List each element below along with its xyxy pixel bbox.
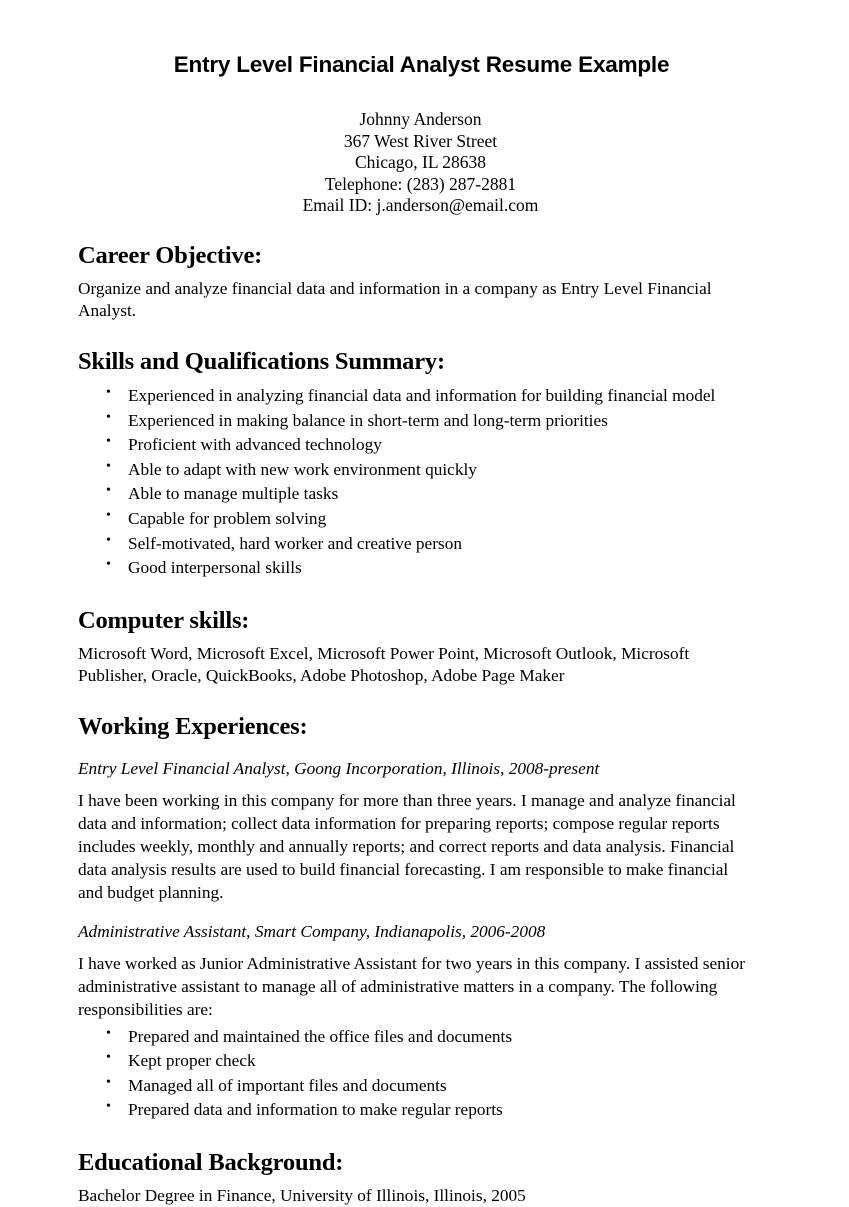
list-item: • Able to adapt with new work environment quickly bbox=[106, 458, 751, 483]
contact-telephone: Telephone: (283) 287-2881 bbox=[324, 173, 517, 194]
experience-entry bbox=[78, 759, 751, 904]
list-item: • Experienced in analyzing financial data and information for building financial model bbox=[106, 384, 751, 409]
list-item: • Able to manage multiple tasks bbox=[106, 482, 751, 507]
list-item: • Managed all of important files and documents bbox=[106, 1074, 751, 1099]
list-item: • Self-motivated, hard worker and creative person bbox=[106, 532, 751, 557]
contact-block bbox=[78, 110, 751, 216]
page-title: Entry Level Financial Analyst Resume Example bbox=[173, 52, 670, 77]
job-description: I have been working in this company for more than three years. I manage and analyze financial data and information; collect data information for preparing reports; compose regular reports includes weekly, monthly and annually reports; and correct reports and data analysis. Financial data analysis results are used to build financial forecasting. I am responsible to make financial and budget planning. bbox=[78, 790, 736, 902]
job-title: Administrative Assistant, Smart Company, Indianapolis, 2006-2008 bbox=[78, 921, 546, 941]
list-item: • Capable for problem solving bbox=[106, 507, 751, 532]
list-item: • Proficient with advanced technology bbox=[106, 433, 751, 458]
educational-background-text: Bachelor Degree in Finance, University of Illinois, Illinois, 2005 bbox=[78, 1186, 526, 1206]
list-item: • Kept proper check bbox=[106, 1049, 751, 1074]
career-objective-text: Organize and analyze financial data and information in a company as Entry Level Financial Analyst. bbox=[78, 278, 712, 321]
section-heading-computer-skills: Computer skills: bbox=[78, 606, 250, 634]
section-heading-career-objective: Career Objective: bbox=[78, 241, 263, 269]
section-heading-skills-summary: Skills and Qualifications Summary: bbox=[78, 348, 445, 376]
job-title: Entry Level Financial Analyst, Goong Incorporation, Illinois, 2008-present bbox=[78, 758, 600, 778]
job-responsibilities-list bbox=[78, 1025, 751, 1123]
computer-skills-text: Microsoft Word, Microsoft Excel, Microsoft Power Point, Microsoft Outlook, Microsoft Publisher, Oracle, QuickBooks, Adobe Photoshop, Adobe Page Maker bbox=[78, 643, 690, 685]
contact-email: Email ID: j.anderson@email.com bbox=[302, 195, 539, 216]
section-heading-working-experiences: Working Experiences: bbox=[78, 712, 308, 740]
contact-city-state-zip: Chicago, IL 28638 bbox=[354, 152, 487, 173]
section-heading-educational-background: Educational Background: bbox=[78, 1149, 344, 1177]
list-item: • Experienced in making balance in short-term and long-term priorities bbox=[106, 409, 751, 434]
list-item: • Good interpersonal skills bbox=[106, 556, 751, 581]
experience-entry bbox=[78, 922, 751, 1123]
skills-summary-list bbox=[78, 384, 751, 580]
list-item: • Prepared data and information to make regular reports bbox=[106, 1098, 751, 1123]
list-item: • Prepared and maintained the office files and documents bbox=[106, 1025, 751, 1050]
candidate-name: Johnny Anderson bbox=[359, 109, 482, 129]
job-description: I have worked as Junior Administrative Assistant for two years in this company. I assisted senior administrative assistant to manage all of administrative matters in a company. The following responsibilities are: bbox=[78, 953, 745, 1019]
contact-street: 367 West River Street bbox=[343, 130, 498, 151]
